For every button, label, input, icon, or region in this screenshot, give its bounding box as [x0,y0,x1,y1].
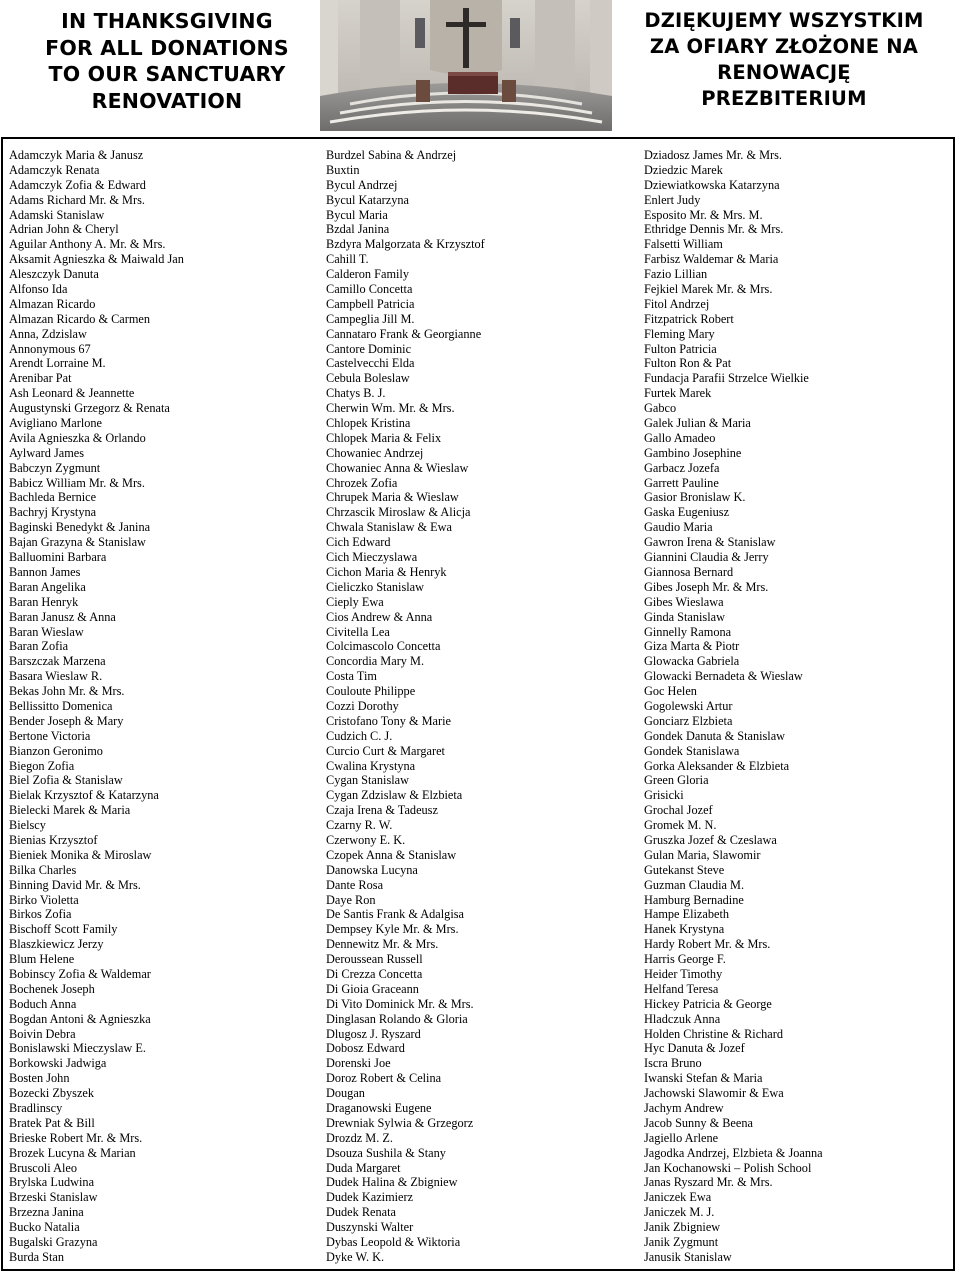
donor-name: Dziadosz James Mr. & Mrs. [644,148,782,162]
donor-name: Gawron Irena & Stanislaw [644,535,776,550]
donor-name: Giannini Claudia & Jerry [644,550,769,565]
donor-name: Baginski Benedykt & Janina [9,520,151,535]
donor-column-2 [326,148,485,1265]
donor-name: Birkos Zofia [9,907,72,922]
donor-name: Gonciarz Elzbieta [644,713,733,728]
donor-name: Iscra Bruno [644,1056,702,1071]
donor-name: Gondek Danuta & Stanislaw [644,728,786,743]
donor-name: Holden Christine & Richard [644,1026,784,1041]
donor-name: Babicz William Mr. & Mrs. [9,475,145,490]
donor-name: Alfonso Ida [9,282,68,297]
donor-name: Baran Angelika [9,579,86,594]
donor-name: Dinglasan Rolando & Gloria [326,1011,468,1026]
donor-name: Hampe Elizabeth [644,907,730,922]
donor-name: Brieske Robert Mr. & Mrs. [9,1130,143,1145]
donor-name: Bradlinscy [9,1101,63,1115]
donor-name: Adamczyk Zofia & Edward [9,177,146,192]
donor-name: Furtek Marek [644,386,712,401]
donor-name: Cichon Maria & Henryk [326,564,447,579]
donor-name: Janik Zygmunt [644,1235,719,1250]
sanctuary-image [320,0,612,131]
donor-name: Cahill T. [326,252,369,267]
donor-name: Draganowski Eugene [326,1101,432,1115]
donor-name: Janiczek M. J. [644,1205,715,1220]
donor-name: Chrupek Maria & Wieslaw [326,490,459,505]
donor-name: Buxtin [326,162,360,177]
donor-name: Castelvecchi Elda [326,356,415,371]
donor-name: Concordia Mary M. [326,654,425,669]
donor-name: Aksamit Agnieszka & Maiwald Jan [9,252,184,267]
donor-name: Czarny R. W. [326,818,393,833]
donor-name: Janas Ryszard Mr. & Mrs. [644,1175,773,1190]
donor-name: Avila Agnieszka & Orlando [9,430,146,445]
donor-name: Campbell Patricia [326,296,415,311]
donor-name: Arenibar Pat [9,371,72,386]
donor-name: Chowaniec Andrzej [326,445,424,460]
donor-name: Brylska Ludwina [9,1175,95,1190]
donor-name: Fazio Lillian [644,267,708,282]
donor-name: Chlopek Maria & Felix [326,430,442,445]
donor-name: Gasior Bronislaw K. [644,490,746,505]
donor-name: Ethridge Dennis Mr. & Mrs. [644,222,784,237]
donor-name: Bajan Grazyna & Stanislaw [9,535,146,550]
donor-name: Goc Helen [644,684,697,699]
donor-name: Green Gloria [644,773,709,788]
donor-name: Cebula Boleslaw [326,371,410,386]
donor-name: Cristofano Tony & Marie [326,713,451,728]
title-polish: DZIĘKUJEMY WSZYSTKIM ZA OFIARY ZŁOŻONE NA RENOWACJĘ PREZBITERIUM [644,9,924,110]
donor-name: Bertone Victoria [9,728,91,743]
donor-name: Adamczyk Maria & Janusz [9,148,144,162]
donor-name: Bieniek Monika & Miroslaw [9,847,152,862]
donor-name: Dante Rosa [326,877,384,892]
donor-name: Dobosz Edward [326,1041,405,1056]
donor-name: Camillo Concetta [326,282,413,297]
donor-name: Chrzascik Miroslaw & Alicja [326,505,471,520]
donor-name: Drewniak Sylwia & Grzegorz [326,1115,474,1130]
donor-name: Cozzi Dorothy [326,698,399,713]
donor-name: Bielak Krzysztof & Katarzyna [9,788,159,803]
donor-name: Dudek Halina & Zbigniew [326,1175,458,1190]
donor-name: Czaja Irena & Tadeusz [326,803,438,818]
donor-name: Dlugosz J. Ryszard [326,1026,421,1041]
donor-name: Anna, Zdzislaw [9,326,87,341]
donor-name: Gulan Maria, Slawomir [644,847,761,862]
donor-name: Basara Wieslaw R. [9,669,103,684]
title-english: IN THANKSGIVING FOR ALL DONATIONS TO OUR SANCTUARY RENOVATION [45,9,289,113]
donor-name: Danowska Lucyna [326,862,418,877]
donor-name: Dennewitz Mr. & Mrs. [326,937,439,952]
donor-name: Bogdan Antoni & Agnieszka [9,1011,151,1026]
donor-name: Adrian John & Cheryl [9,222,119,237]
donor-name: Garrett Pauline [644,475,719,490]
donor-name: Arendt Lorraine M. [9,356,106,371]
donor-name: Binning David Mr. & Mrs. [9,877,141,892]
donor-name: Boivin Debra [9,1026,76,1041]
donor-name: Chwala Stanislaw & Ewa [326,520,453,535]
donor-name: Gruszka Jozef & Czeslawa [644,832,777,847]
donor-name: Bonislawski Mieczyslaw E. [9,1041,146,1056]
donor-name: Aylward James [9,445,85,460]
donor-name: Janik Zbigniew [644,1220,721,1235]
donor-name: Chowaniec Anna & Wieslaw [326,460,469,475]
donor-name: Cherwin Wm. Mr. & Mrs. [326,401,455,416]
donor-name: Bycul Andrzej [326,177,398,192]
donor-name: Fulton Ron & Pat [644,356,732,371]
donor-name: Cieply Ewa [326,594,384,609]
donor-name: Falsetti William [644,237,723,252]
donor-name: Bochenek Joseph [9,981,95,996]
donor-name: Adams Richard Mr. & Mrs. [9,192,145,207]
donor-name: Gibes Wieslawa [644,594,724,609]
donor-name: Bugalski Grazyna [9,1235,98,1250]
donor-name: Fulton Patricia [644,341,717,356]
donor-name: Almazan Ricardo & Carmen [9,311,151,326]
donor-name: Cios Andrew & Anna [326,609,433,624]
donor-name: Birko Violetta [9,892,79,907]
donor-name: Dsouza Sushila & Stany [326,1145,446,1160]
donor-name: Gabco [644,401,677,416]
donor-name: Czopek Anna & Stanislaw [326,847,457,862]
donor-name: Bycul Katarzyna [326,192,409,207]
donor-name: Bobinscy Zofia & Waldemar [9,966,151,981]
donor-name: Dyke W. K. [326,1249,385,1264]
donor-name: Gorka Aleksander & Elzbieta [644,758,790,773]
donor-name: Di Gioia Graceann [326,981,419,996]
donor-name: Cich Mieczyslawa [326,550,418,565]
donor-name: Dybas Leopold & Wiktoria [326,1235,461,1250]
donor-name: Jachowski Slawomir & Ewa [644,1086,784,1101]
donor-name: Enlert Judy [644,192,701,207]
donor-name: Deroussean Russell [326,952,423,967]
donor-name: Fitzpatrick Robert [644,311,734,326]
donor-name: Cygan Stanislaw [326,773,409,788]
donor-name: Adamczyk Renata [9,162,100,177]
donor-name: Bzdal Janina [326,222,390,237]
donor-name: Adamski Stanislaw [9,207,105,222]
donor-name: Dorenski Joe [326,1056,391,1071]
donor-name: Avigliano Marlone [9,416,103,431]
donor-name: Almazan Ricardo [9,296,96,311]
donor-name: Jacob Sunny & Beena [644,1115,753,1130]
donor-name: Biel Zofia & Stanislaw [9,773,123,788]
donor-name: Bozecki Zbyszek [9,1086,95,1101]
donor-name: Dougan [326,1086,365,1101]
donor-name: Cantore Dominic [326,341,412,356]
donor-name: Daye Ron [326,892,376,907]
donor-name: Curcio Curt & Margaret [326,743,445,758]
donor-column-1 [9,148,184,1265]
donor-name: Chrozek Zofia [326,475,398,490]
donor-name: Hickey Patricia & George [644,996,772,1011]
donor-name: Ginnelly Ramona [644,624,732,639]
donor-name: Gromek M. N. [644,818,717,833]
donor-name: Babczyn Zygmunt [9,460,101,475]
donor-name: Giza Marta & Piotr [644,639,740,654]
donor-name: Di Crezza Concetta [326,966,423,981]
donor-name: Farbisz Waldemar & Maria [644,252,779,267]
donor-name: Dudek Renata [326,1205,396,1220]
donor-name: Bielecki Marek & Maria [9,803,131,818]
donor-name: Bielscy [9,818,46,833]
donor-name: Garbacz Jozefa [644,460,720,475]
donor-name: Barszczak Marzena [9,654,106,669]
donor-name: Borkowski Jadwiga [9,1056,107,1071]
donor-name: Guzman Claudia M. [644,877,745,892]
donor-name: Janiczek Ewa [644,1190,712,1205]
page-header [0,0,960,137]
donor-name: Hyc Danuta & Jozef [644,1041,745,1056]
donor-name: Calderon Family [326,267,409,282]
donor-name: Baran Wieslaw [9,624,84,639]
donor-name: Doroz Robert & Celina [326,1071,442,1086]
donor-name: Gogolewski Artur [644,698,733,713]
donor-name: Burda Stan [9,1249,64,1264]
donor-name: Bucko Natalia [9,1220,80,1235]
donor-name: Ginda Stanislaw [644,609,725,624]
donor-name: Fundacja Parafii Strzelce Wielkie [644,371,809,386]
donor-name: Bender Joseph & Mary [9,713,124,728]
donor-name: Gaudio Maria [644,520,713,535]
donor-name: Ash Leonard & Jeannette [9,386,135,401]
donor-name: Brozek Lucyna & Marian [9,1145,136,1160]
donor-name: Jagiello Arlene [644,1130,719,1145]
donor-name: Baran Zofia [9,639,69,654]
donor-name: Harris George F. [644,952,726,967]
donor-name: Bannon James [9,564,81,579]
donor-name: Bianzon Geronimo [9,743,103,758]
donor-name: Chatys B. J. [326,386,386,401]
donor-name: Helfand Teresa [644,981,719,996]
donor-name: Baran Janusz & Anna [9,609,116,624]
donor-name: Bilka Charles [9,862,77,877]
donor-name: Baran Henryk [9,594,79,609]
donor-name: Dempsey Kyle Mr. & Mrs. [326,922,459,937]
donor-name: Jachym Andrew [644,1101,724,1115]
donor-name: Dudek Kazimierz [326,1190,414,1205]
donor-name: Cudzich C. J. [326,728,393,743]
donor-name: Hamburg Bernadine [644,892,744,907]
donor-name: Fitol Andrzej [644,296,710,311]
donor-name: Jan Kochanowski – Polish School [644,1160,812,1175]
donor-name: Bischoff Scott Family [9,922,118,937]
donor-list [1,137,955,1271]
donor-name: Cieliczko Stanislaw [326,579,425,594]
donor-name: Campeglia Jill M. [326,311,415,326]
donor-name: Boduch Anna [9,996,77,1011]
donor-name: Gallo Amadeo [644,430,716,445]
donor-name: Augustynski Grzegorz & Renata [9,401,170,416]
donor-name: Aguilar Anthony A. Mr. & Mrs. [9,237,166,252]
donor-name: Jagodka Andrzej, Elzbieta & Joanna [644,1145,823,1160]
donor-name: Gondek Stanislawa [644,743,740,758]
donor-name: Chlopek Kristina [326,416,411,431]
donor-name: Bekas John Mr. & Mrs. [9,684,125,699]
donor-name: Cwalina Krystyna [326,758,416,773]
donor-name: Gambino Josephine [644,445,742,460]
donor-name: Glowacki Bernadeta & Wieslaw [644,669,803,684]
donor-name: Bellissitto Domenica [9,698,113,713]
donor-name: Balluomini Barbara [9,550,107,565]
donor-name: Gaska Eugeniusz [644,505,730,520]
donor-name: Hardy Robert Mr. & Mrs. [644,937,771,952]
donor-name: Costa Tim [326,669,377,684]
donor-name: Colcimascolo Concetta [326,639,441,654]
donor-name: Fleming Mary [644,326,715,341]
donor-name: Bachryj Krystyna [9,505,97,520]
donor-name: Bruscoli Aleo [9,1160,77,1175]
donor-name: Cannataro Frank & Georgianne [326,326,482,341]
donor-name: Duszynski Walter [326,1220,414,1235]
donor-name: Aleszczyk Danuta [9,267,99,282]
donor-name: Fejkiel Marek Mr. & Mrs. [644,282,773,297]
donor-name: Bzdyra Malgorzata & Krzysztof [326,237,485,252]
donor-name: Esposito Mr. & Mrs. M. [644,207,763,222]
donor-name: Blum Helene [9,952,75,967]
donor-name: Janusik Stanislaw [644,1249,732,1264]
donor-name: Cich Edward [326,535,391,550]
donor-name: Civitella Lea [326,624,390,639]
donor-name: Heider Timothy [644,966,723,981]
donor-name: Hanek Krystyna [644,922,725,937]
donor-name: Bratek Pat & Bill [9,1115,95,1130]
donor-name: Iwanski Stefan & Maria [644,1071,763,1086]
donor-name: Gutekanst Steve [644,862,725,877]
donor-name: Biegon Zofia [9,758,75,773]
sanctuary-photo [320,0,612,131]
donor-name: Gibes Joseph Mr. & Mrs. [644,579,769,594]
donor-name: Grochal Jozef [644,803,713,818]
donor-name: Grisicki [644,788,684,803]
donor-name: Blaszkiewicz Jerzy [9,937,104,952]
donor-name: Dziedzic Marek [644,162,723,177]
donor-name: Burdzel Sabina & Andrzej [326,148,457,162]
donor-name: Bienias Krzysztof [9,832,98,847]
donor-name: Bachleda Bernice [9,490,97,505]
donor-name: Bycul Maria [326,207,388,222]
donor-name: Cygan Zdzislaw & Elzbieta [326,788,463,803]
donor-name: Di Vito Dominick Mr. & Mrs. [326,996,474,1011]
donor-name: Bosten John [9,1071,70,1086]
donor-name: Brzeski Stanislaw [9,1190,98,1205]
donor-name: Dziewiatkowska Katarzyna [644,177,780,192]
donor-name: Galek Julian & Maria [644,416,751,431]
donor-column-3 [644,148,823,1265]
donor-name: Brzezna Janina [9,1205,84,1220]
donor-name: Giannosa Bernard [644,564,734,579]
donor-name: Annonymous 67 [9,341,91,356]
donor-name: Czerwony E. K. [326,832,406,847]
donor-name: Glowacka Gabriela [644,654,740,669]
donor-name: Couloute Philippe [326,684,416,699]
donor-name: Drozdz M. Z. [326,1130,393,1145]
donor-name: Duda Margaret [326,1160,401,1175]
donor-name: De Santis Frank & Adalgisa [326,907,464,922]
donor-name: Hladczuk Anna [644,1011,721,1026]
